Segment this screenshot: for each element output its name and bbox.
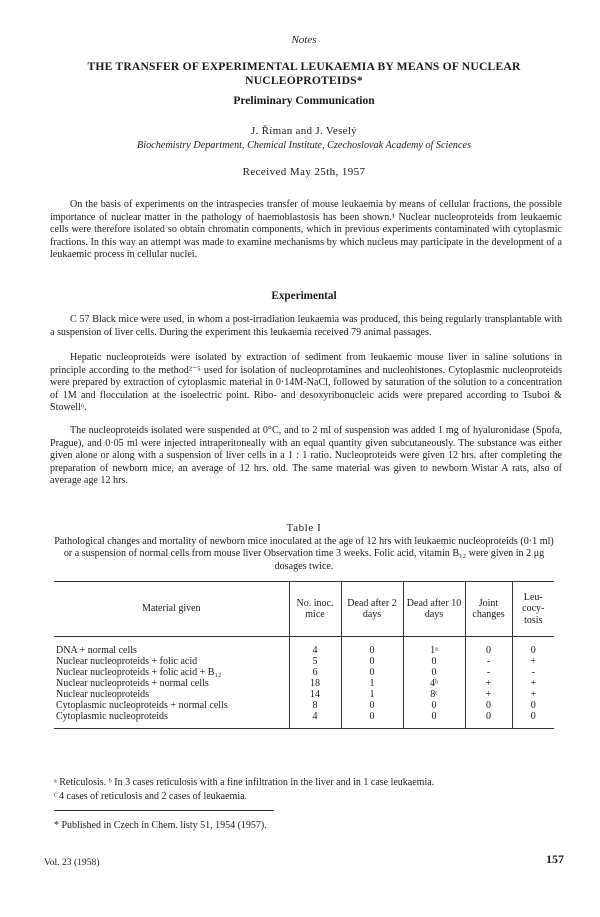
cell-value: - <box>465 667 512 678</box>
col-header-inoculated: No. inoc. mice <box>289 582 341 637</box>
cell-material: Cytoplasmic nucleoproteids <box>54 711 289 729</box>
cell-value: 0 <box>403 711 465 729</box>
cell-value: 0 <box>403 656 465 667</box>
col-header-dead-2-days: Dead after 2 days <box>341 582 403 637</box>
cell-value: 0 <box>403 667 465 678</box>
results-table <box>54 581 554 729</box>
cell-value: + <box>512 678 554 689</box>
authors: J. Říman and J. Veselý <box>250 125 357 137</box>
col-header-leucocytosis: Leu-cocy-tosis <box>512 582 554 637</box>
intro-paragraph: On the basis of experiments on the intraspecies transfer of mouse leukaemia by means of cellular fractions, the possible importance of nuclear matter in the pathology of haemoblastosis has been shown.¹ Nuclear nucleoproteids from leukaemic cells were therefore isolated so obtain chromatin components, which in previous experiments contaminated with cytoplasmic fractions. In this way an attempt was made to examine mechanisms by which nucleus may participate in the development of a leukaemic process in cellular nuclei. <box>50 199 562 261</box>
table-header-row <box>54 582 554 637</box>
cell-value: - <box>512 667 554 678</box>
cell-material: Cytoplasmic nucleoproteids + normal cells <box>56 700 228 711</box>
cell-value: 18 <box>289 678 341 689</box>
cell-value: 0 <box>341 656 403 667</box>
table-row <box>54 656 554 667</box>
cell-value: 8 <box>289 700 341 711</box>
table-footnote-c: ᶜ 4 cases of reticulosis and 2 cases of leukaemia. <box>54 791 248 802</box>
cell-value: 0 <box>341 711 403 729</box>
cell-value: 0 <box>512 645 554 656</box>
cell-value: 5 <box>289 656 341 667</box>
footnote-divider <box>54 810 274 811</box>
running-header: Notes <box>291 34 317 46</box>
cell-material: Nuclear nucleoproteids + folic acid <box>56 656 198 667</box>
article-subtitle: Preliminary Communication <box>233 95 375 107</box>
col-header-joint-changes: Joint changes <box>465 582 512 637</box>
cell-value: + <box>465 678 512 689</box>
section-title: Experimental <box>271 290 337 302</box>
cell-value: 6 <box>289 667 341 678</box>
table-row <box>54 711 554 729</box>
table-description: Pathological changes and mortality of newborn mice inoculated at the age of 12 hrs with leukaemic nucleoproteids (0·1 ml) or a suspension of normal cells from mouse liver Observation time 3 weeks. Folic acid, vitamin B₁₂ were given in 2 μg dosages twice. <box>54 536 554 572</box>
cell-material: Nuclear nucleoproteids <box>56 689 150 700</box>
cell-material: Nuclear nucleoproteids + folic acid + B₁₂ <box>56 667 222 678</box>
cell-value: 0 <box>512 711 554 729</box>
col-header-material: Material given <box>54 582 289 637</box>
cell-value: 1 <box>341 678 403 689</box>
publication-footnote: * Published in Czech in Chem. listy 51, 1954 (1957). <box>54 820 267 831</box>
volume-label: Vol. 23 (1958) <box>44 857 100 868</box>
table-row <box>54 645 554 656</box>
cell-value: 8ᶜ <box>403 689 465 700</box>
experimental-paragraph-2: Hepatic nucleoproteids were isolated by extraction of sediment from leukaemic mouse liver in saline solutions in principle according to the method²⁻⁵ used for isolation of nucleoprotamines and nucleohistones. Cytoplasmic nucleoproteids were prepared by extraction of cytoplasmic material in 0·14M-NaCl, followed by saturation of the solution to a concentration of 1M and flocculation at the isoelectric point. Ribo- and desoxyribonucleic acids were prepared according to Tsuboi & Stowell⁶. <box>50 352 562 414</box>
cell-value: - <box>465 656 512 667</box>
received-date: Received May 25th, 1957 <box>242 166 366 178</box>
cell-value: 4 <box>289 645 341 656</box>
table-row <box>54 678 554 689</box>
cell-value: + <box>512 689 554 700</box>
col-header-dead-10-days: Dead after 10 days <box>403 582 465 637</box>
cell-value: 0 <box>341 645 403 656</box>
cell-value: 0 <box>465 700 512 711</box>
cell-value: 1 <box>341 689 403 700</box>
cell-value: 0 <box>341 700 403 711</box>
table-row <box>54 700 554 711</box>
affiliation: Biochemistry Department, Chemical Institute, Czechoslovak Academy of Sciences <box>137 140 471 151</box>
article-title: THE TRANSFER OF EXPERIMENTAL LEUKAEMIA BY MEANS OF NUCLEAR NUCLEOPROTEIDS* <box>87 60 521 87</box>
cell-value: 0 <box>403 700 465 711</box>
cell-material: DNA + normal cells <box>56 645 137 656</box>
cell-value: 0 <box>341 667 403 678</box>
page <box>44 0 564 917</box>
cell-value: 0 <box>465 645 512 656</box>
cell-value: 4 <box>289 711 341 729</box>
cell-value: 0 <box>465 711 512 729</box>
cell-value: + <box>465 689 512 700</box>
table-row <box>54 667 554 678</box>
table-row <box>54 689 554 700</box>
cell-value: 0 <box>512 700 554 711</box>
experimental-paragraph-1: C 57 Black mice were used, in whom a post-irradiation leukaemia was produced, this being regularly transplantable with a suspension of liver cells. During the experiment this leukaemia received 79 animal passages. <box>50 314 562 338</box>
cell-value: + <box>512 656 554 667</box>
cell-material: Nuclear nucleoproteids + normal cells <box>56 678 209 689</box>
table-caption: Table I <box>286 522 322 534</box>
experimental-paragraph-3: The nucleoproteids isolated were suspended at 0°C, and to 2 ml of suspension was added 1 mg of hyaluronidase (Spofa, Prague), and 0·05 ml were injected intraperitoneally with an equal quantity given subcutaneously. The substance was either given alone or along with a suspension of liver cells in a 1 : 1 ratio. Nucleoproteids were given 12 hrs. after completing the preparation of newborn mice, an average of 12 hrs. old. The same material was given to newborn Wistar A rats, also of average age 12 hrs. <box>50 425 562 487</box>
cell-value: 4ᵇ <box>403 678 465 689</box>
cell-value: 1ᵃ <box>403 645 465 656</box>
page-number: 157 <box>546 852 564 866</box>
cell-value: 14 <box>289 689 341 700</box>
table-footnote-ab: ᵃ Reticulosis. ᵇ In 3 cases reticulosis with a fine infiltration in the liver and in 1 case leukaemia. <box>54 777 435 788</box>
